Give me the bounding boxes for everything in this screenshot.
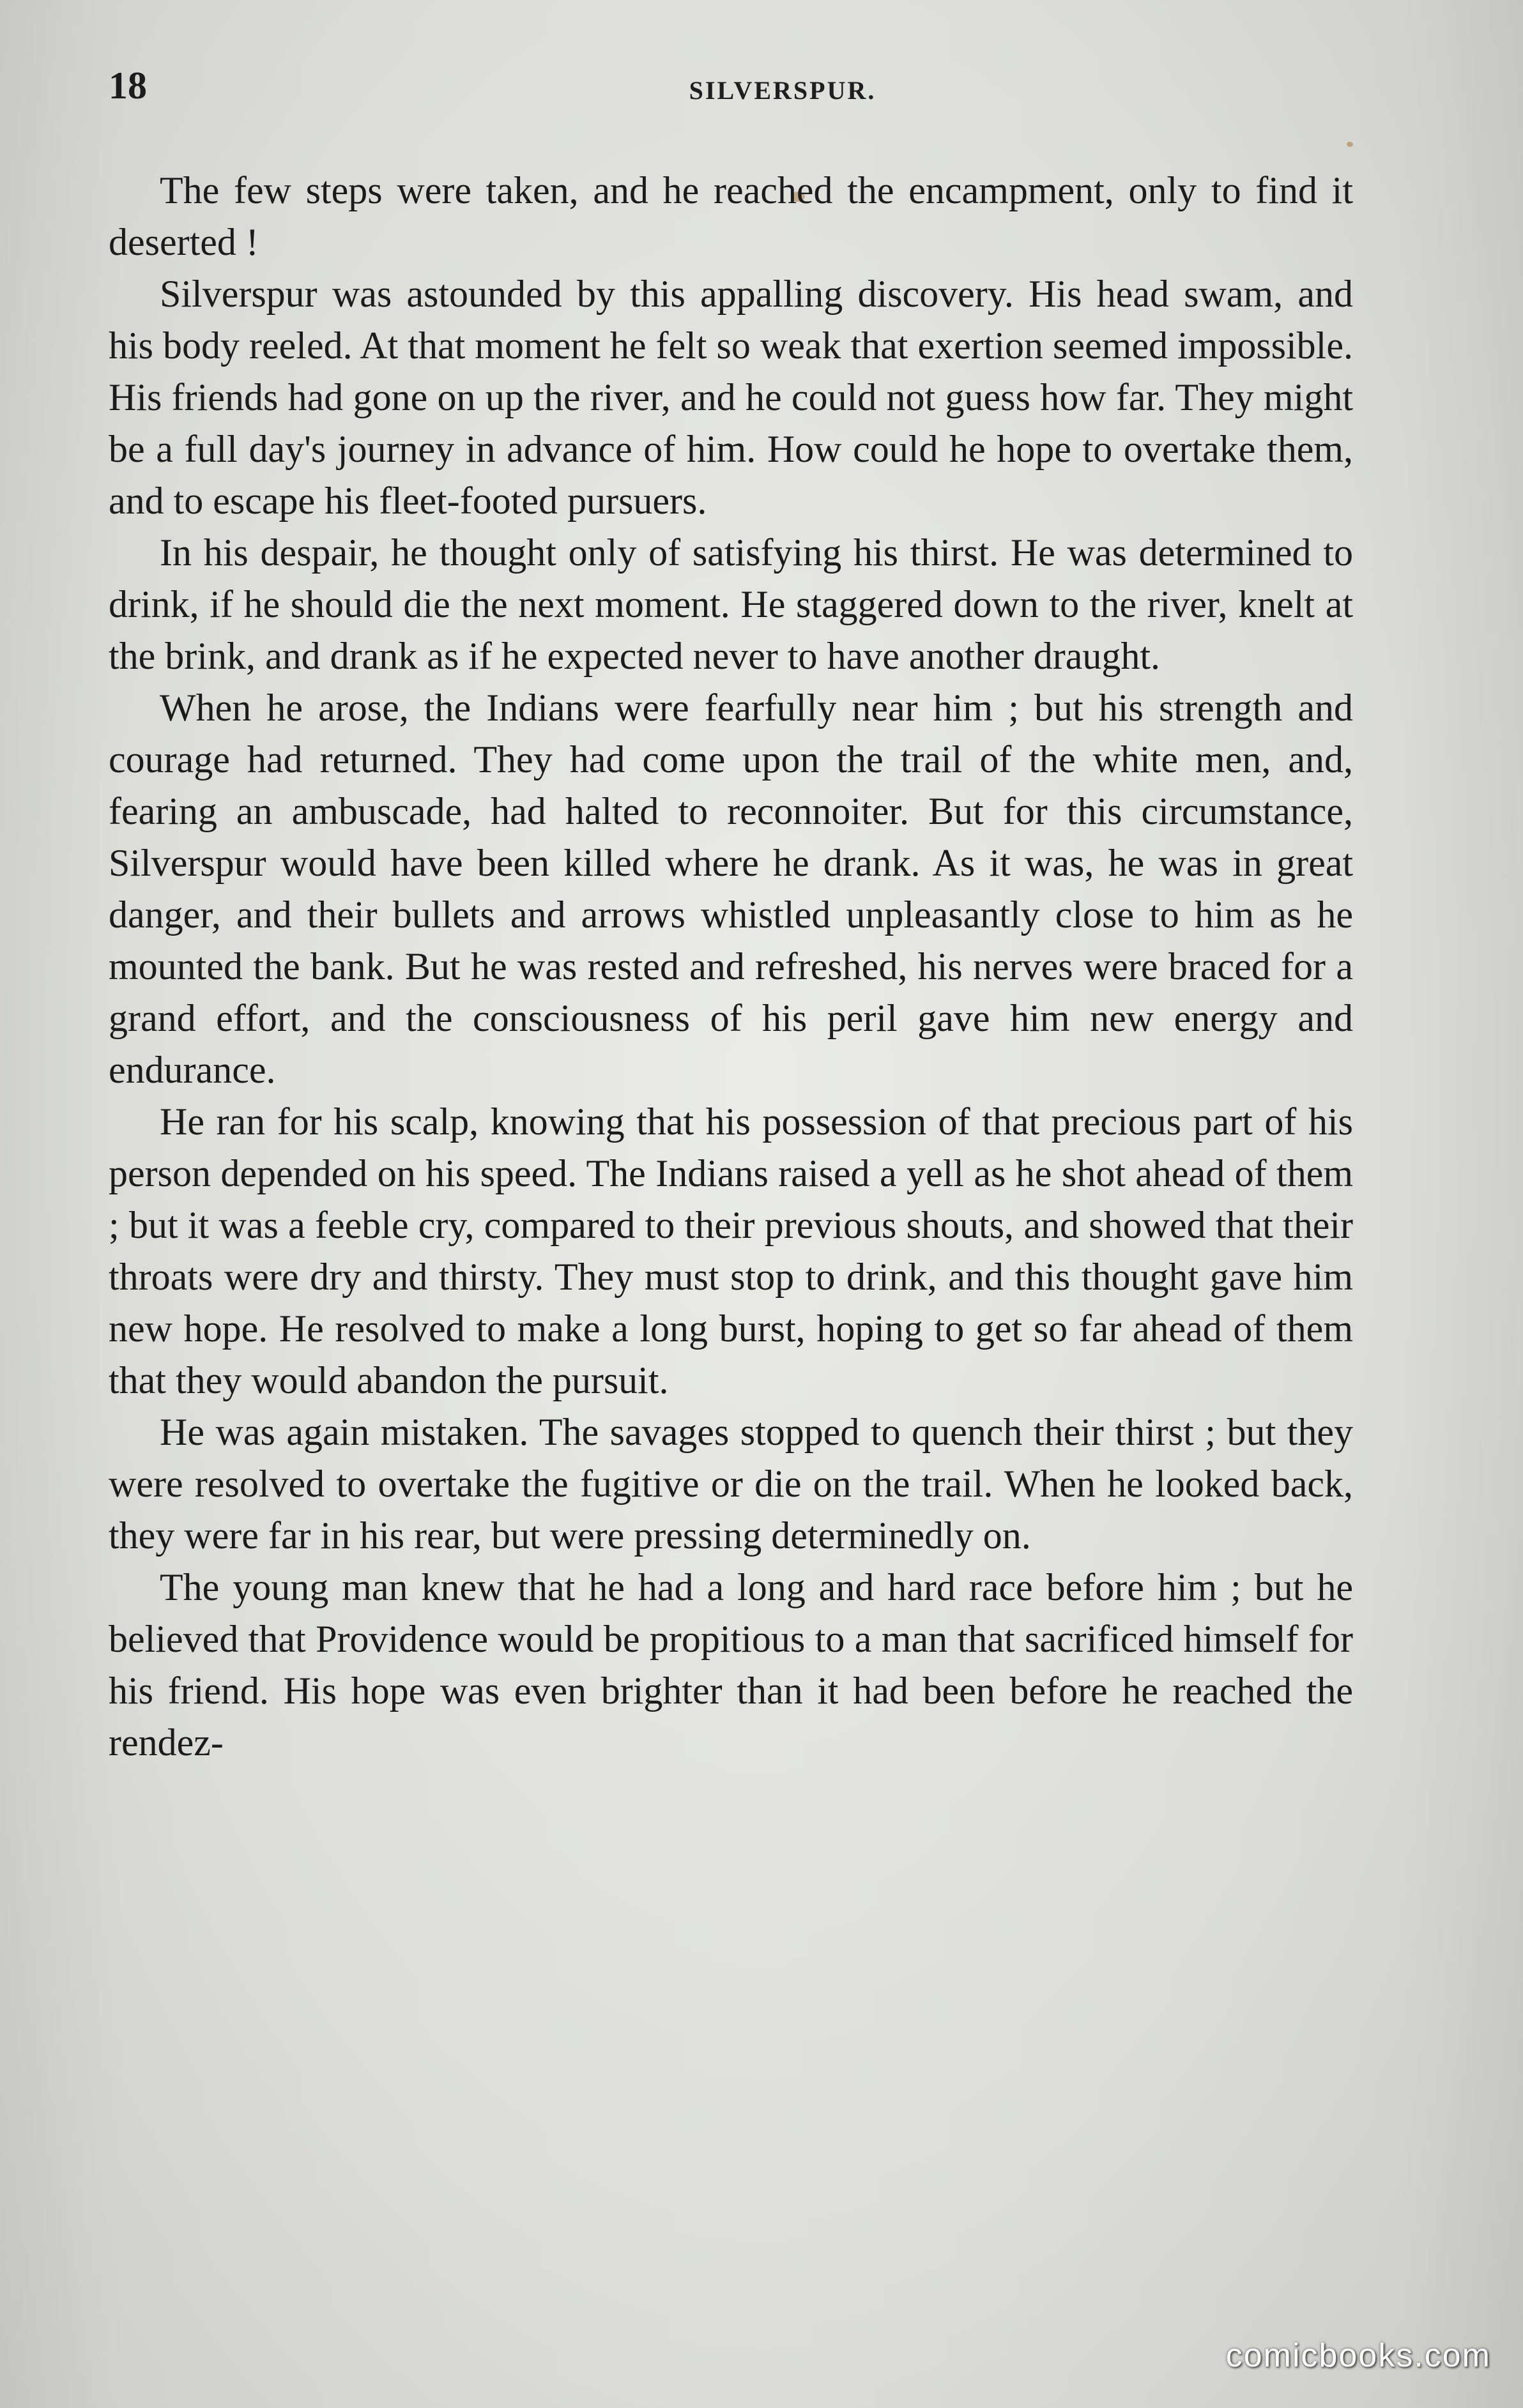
paragraph: Silverspur was astounded by this appalling discovery. His head swam, and his body reeled. At that moment he felt so weak that exertion seemed impossible. His friends had gone on up the river, and he could not guess how far. They might be a full day's journey in advance of him. How could he hope to overtake them, and to escape his fleet-footed pursuers. (109, 273, 1353, 522)
page-header (109, 64, 1457, 115)
paragraph: He ran for his scalp, knowing that his possession of that precious part of his person depended on his speed. The Indians raised a yell as he shot ahead of them ; but it was a feeble cry, compared to their previous shouts, and showed that their throats were dry and thirsty. They must stop to drink, and this thought gave him new hope. He resolved to make a long burst, hoping to get so far ahead of them that they would abandon the pursuit. (109, 1101, 1353, 1401)
paragraph: In his despair, he thought only of satisfying his thirst. He was determined to drink, if he should die the next moment. He staggered down to the river, knelt at the brink, and drank as if he expected never to have another draught. (109, 531, 1353, 677)
body-text (109, 165, 1353, 1769)
paragraph: The few steps were taken, and he reached the encampment, only to find it deserted ! (109, 169, 1353, 263)
paragraph: The young man knew that he had a long and hard race before him ; but he believed that Providence would be propitious to a man that sacrificed himself for his friend. His hope was even brighter than it had been before he reached the rendez- (109, 1566, 1353, 1764)
paragraph: When he arose, the Indians were fearfully near him ; but his strength and courage had returned. They had come upon the trail of the white men, and, fearing an ambuscade, had halted to reconnoiter. But for this circumstance, Silverspur would have been killed where he drank. As it was, he was in great danger, and their bullets and arrows whistled unpleasantly close to him as he mounted the bank. But he was rested and refreshed, his nerves were braced for a grand effort, and the consciousness of his peril gave him new energy and endurance. (109, 687, 1353, 1091)
ink-stain (1347, 142, 1353, 147)
watermark: comicbooks.com (1225, 2337, 1491, 2374)
running-head: SILVERSPUR. (689, 76, 876, 105)
page-number: 18 (109, 65, 147, 107)
paragraph: He was again mistaken. The savages stopped to quench their thirst ; but they were resolved to overtake the fugitive or die on the trail. When he looked back, they were far in his rear, but were pressing determinedly on. (109, 1411, 1353, 1557)
